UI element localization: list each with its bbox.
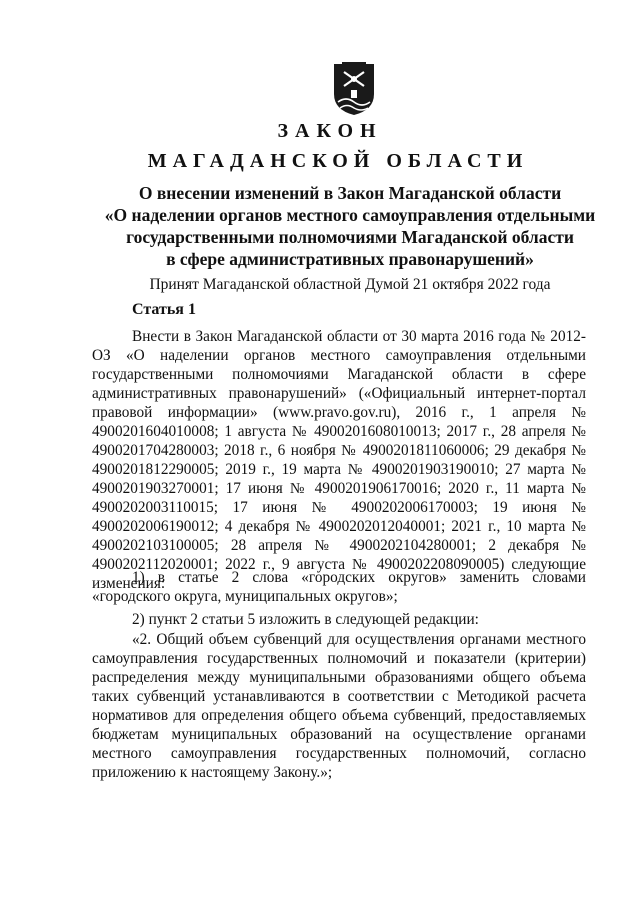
subtitle-line: государственными полномочиями Магаданской области <box>126 227 574 247</box>
subtitle-line: «О наделении органов местного самоуправления отдельными <box>104 205 596 225</box>
coat-of-arms-icon <box>332 62 376 116</box>
article-item-2: 2) пункт 2 статьи 5 изложить в следующей редакции: <box>132 611 479 628</box>
article-item-1: 1) в статье 2 слова «городских округов» заменить словами «городского округа, муниципальных округов»; <box>92 569 586 605</box>
article-quoted-text: «2. Общий объем субвенций для осуществления органами местного самоуправления государственных полномочий и показатели (критерии) распределения между муниципальными образованиями общего объема таких субвенций устанавливаются в соответствии с Методикой расчета нормативов для определения общего объема субвенций, предоставляемых бюджетам муниципальных образований на осуществление органами местного самоуправления государственных полномочий, согласно приложению к настоящему Закону.»; <box>92 631 586 781</box>
subtitle-line: в сфере административных правонарушений» <box>166 249 534 269</box>
article-intro-paragraph: Внести в Закон Магаданской области от 30 марта 2016 года № 2012-ОЗ «О наделении органов местного самоуправления отдельными государственными полномочиями Магаданской области в сфере административных правонарушений» («Официальный интернет-портал правовой информации» (www.pravo.gov.ru), 2016 г., 1 апреля № 4900201604010008; 1 августа № 4900201608010013; 2017 г., 28 апреля № 4900201704280003; 2018 г., 6 ноября № 4900201811060006; 29 декабря № 4900201812290005; 2019 г., 19 марта № 4900201903190010; 27 марта № 4900201903270001; 17 июня № 4900201906170016; 2020 г., 11 марта № 4900202003110015; 17 июня № 4900202006170003; 19 июня № 4900202006190012; 4 декабря № 4900202012040001; 2021 г., 10 марта № 4900202103100005; 28 апреля № 4900202104280001; 2 декабря № 4900202112020001; 2022 г., 9 августа № 4900202208090005) следующие изменения: <box>92 328 586 592</box>
law-subtitle <box>100 182 600 270</box>
law-title: ЗАКОН <box>277 120 383 142</box>
subtitle-line: О внесении изменений в Закон Магаданской области <box>138 183 562 203</box>
adoption-date: Принят Магаданской областной Думой 21 октября 2022 года <box>149 276 551 293</box>
article-heading: Статья 1 <box>132 301 196 318</box>
region-title: МАГАДАНСКОЙ ОБЛАСТИ <box>147 150 529 172</box>
